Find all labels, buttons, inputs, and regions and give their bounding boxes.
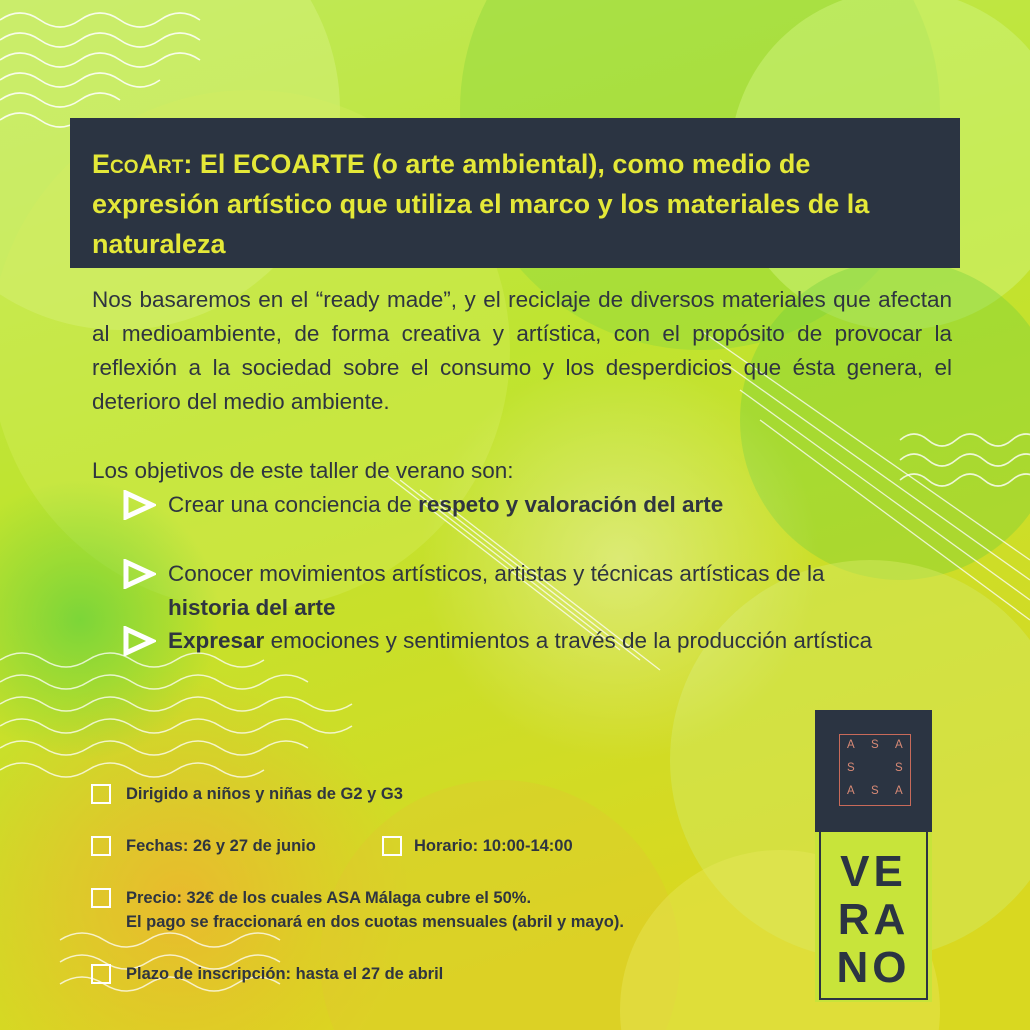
play-arrow-icon <box>122 559 156 589</box>
objective-text: Conocer movimientos artísticos, artistas y técnicas artísticas de la <box>168 561 825 586</box>
payment-text: El pago se fraccionará en dos cuotas mensuales (abril y mayo). <box>126 913 624 931</box>
objective-highlight: respeto y valoración del arte <box>418 492 724 517</box>
objectives-lead: Los objetivos de este taller de verano son: <box>92 458 514 483</box>
play-arrow-icon <box>122 490 156 520</box>
objective-text: Crear una conciencia de <box>168 492 419 517</box>
checkbox-icon <box>91 888 111 908</box>
title-text: : El ECOARTE (o arte ambiental), como medio de expresión artístico que utiliza el marco y los materiales de la naturaleza <box>92 149 870 259</box>
title-prefix: EcoArt <box>92 149 184 179</box>
title-banner <box>70 118 960 268</box>
verano-label <box>815 832 932 1002</box>
verano-badge <box>815 710 932 1002</box>
intro-paragraph: Nos basaremos en el “ready made”, y el reciclaje de diversos materiales que afectan al medioambiente, de forma creativa y artística, con el propósito de provocar la reflexión a la sociedad sobre el consumo y los desperdicios que ésta genera, el deterioro del medio ambiente. <box>92 287 952 414</box>
asa-logo: A S A S S A S A <box>839 734 911 806</box>
verano-word-line: VE <box>840 847 907 896</box>
verano-word-line: RA <box>837 895 910 944</box>
objective-text: emociones y sentimientos a través de la producción artística <box>264 628 873 653</box>
dates-text: Fechas: 26 y 27 de junio <box>126 837 316 855</box>
page-title <box>92 144 942 264</box>
deadline-text: Plazo de inscripción: hasta el 27 de abril <box>126 965 444 983</box>
checkbox-icon <box>91 836 111 856</box>
objective-highlight: historia del arte <box>168 595 336 620</box>
verano-word-line: NO <box>836 943 911 992</box>
schedule-text: Horario: 10:00-14:00 <box>414 837 573 855</box>
checkbox-icon <box>91 964 111 984</box>
price-text: Precio: 32€ de los cuales ASA Málaga cubre el 50%. El pago se fraccionará en dos cuotas mensuales (abril y mayo). <box>126 889 624 931</box>
objective-highlight: Expresar <box>168 628 265 653</box>
checkbox-icon <box>91 784 111 804</box>
checkbox-icon <box>382 836 402 856</box>
audience-text: Dirigido a niños y niñas de G2 y G3 <box>126 785 403 803</box>
play-arrow-icon <box>122 626 156 656</box>
